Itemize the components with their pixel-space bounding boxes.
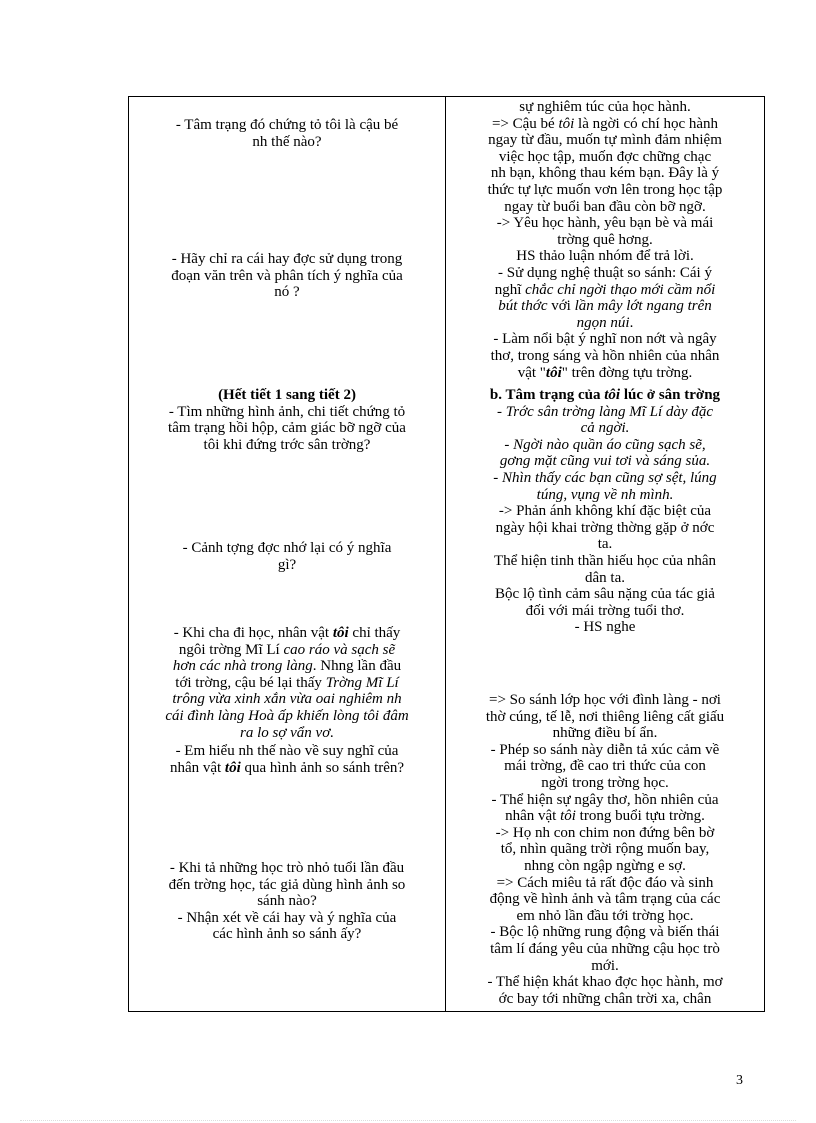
text-line: cả ngời. [580,420,630,437]
text-line: - Tìm những hình ảnh, chi tiết chứng tỏ [168,403,406,420]
text-line: => Cách miêu tả rất độc đáo và sinh [496,874,714,891]
answer-block-3 [446,692,764,1007]
text-line: tới trờng, cậu bé lại thấy Trờng Mĩ Lí [175,674,399,691]
question-block-2 [129,251,445,301]
text-line: trông vừa xinh xắn vừa oai nghiêm nh [172,691,402,708]
text-line: nhân vật tôi trong buổi tựu trờng. [505,808,705,825]
text-line: ngời trong trờng học. [541,774,669,791]
text-line: tâm trạng hồi hộp, cảm giác bỡ ngỡ của [168,420,406,437]
question-block-7 [129,860,445,943]
text-line: nh bạn, không thau kém bạn. Đây là ý [490,165,720,182]
text-line: Bộc lộ tình cảm sâu nặng của tác giả [495,586,715,603]
text-line: đoạn văn trên và phân tích ý nghĩa của [171,267,403,284]
footer-rule [20,1120,796,1121]
text-line: đến trờng học, tác giả dùng hình ảnh so [168,876,406,893]
text-line: - Thể hiện khát khao đợc học hành, mơ [487,974,723,991]
text-line: việc học tập, muốn đợc chững chạc [498,148,712,165]
text-line: Thể hiện tinh thần hiếu học của nhân [493,552,716,569]
text-line: -> Phản ánh không khí đặc biệt của [498,503,712,520]
text-line: - Em hiểu nh thế nào về suy nghĩ của [175,743,399,759]
text-line: HS thảo luận nhóm để trả lời. [516,248,694,265]
text-line: đối với mái trờng tuổi thơ. [525,602,685,619]
text-line: sánh nào? [257,893,317,910]
lesson-table [128,96,765,1012]
text-line: nh thế nào? [252,133,322,150]
text-line: động về hình ảnh và tâm trạng của các [489,891,721,908]
text-line: - HS nghe [574,619,636,636]
text-line: - Nhận xét về cái hay và ý nghĩa của [177,909,397,926]
text-line: - Làm nổi bật ý nghĩ non nớt và ngây [493,331,717,348]
text-line: bút thớc với lần mây lớt ngang trên [498,298,712,315]
text-line: cái đình làng Hoà ấp khiến lòng tôi đâm [165,707,409,724]
text-line: dân ta. [585,569,625,586]
text-line: trờng quê hơng. [557,231,653,248]
text-line: - Phép so sánh này diễn tả xúc cảm về [490,741,720,758]
text-line: mới. [591,957,619,974]
text-line: ra lo sợ vẩn vơ. [240,724,334,741]
text-line: nhng còn ngập ngừng e sợ. [524,857,686,874]
text-line: thờ cúng, tế lễ, nơi thiêng liêng cất giấu [485,708,725,725]
page-number: 3 [736,1073,743,1088]
text-line: sự nghiêm túc của học hành. [519,99,691,115]
text-line: thức tự lực muốn vơn lên trong học tập [487,181,723,198]
text-line: vật "tôi" trên đờng tựu trờng. [517,364,693,381]
text-line: ta. [597,536,613,553]
text-line: thơ, trong sáng và hồn nhiên của nhân [490,347,720,364]
text-line: các hình ảnh so sánh ấy? [212,926,362,943]
text-line: => Cậu bé tôi là ngời có chí học hành [491,115,719,132]
text-line: - Khi tả những học trò nhỏ tuổi lần đầu [169,860,405,876]
text-line: những điều bí ẩn. [552,725,658,742]
text-line: -> Họ nh con chim non đứng bên bờ [495,824,715,841]
text-line: ngay từ buổi ban đầu còn bỡ ngỡ. [504,198,706,215]
text-line: - Sử dụng nghệ thuật so sánh: Cái ý [498,264,712,281]
answer-block-2 [446,387,764,636]
section-heading: b. Tâm trạng của tôi lúc ở sân trờng [489,387,721,403]
text-line: gì? [277,556,297,573]
question-block-5 [129,625,445,741]
text-line: - Tâm trạng đó chứng tỏ tôi là cậu bé [175,117,399,133]
text-line: túng, vụng về nh mình. [536,486,674,503]
text-line: tôi khi đứng trớc sân trờng? [203,436,371,453]
text-line: nhân vật tôi qua hình ảnh so sánh trên? [169,759,405,776]
text-line: ngôi trờng Mĩ Lí cao ráo và sạch sẽ [178,641,396,658]
text-line: em nhỏ lần đầu tới trờng học. [516,907,694,924]
text-line: ngọn núi. [576,314,634,331]
answer-block-1 [446,99,764,381]
text-line: ngay từ đầu, muốn tự mình đảm nhiệm [488,132,722,149]
question-block-3 [129,387,445,453]
text-line: - Ngời nào quần áo cũng sạch sẽ, [504,436,706,453]
text-line: - Cảnh tợng đợc nhớ lại có ý nghĩa [182,540,392,556]
text-line: - Hãy chỉ ra cái hay đợc sử dụng trong [171,251,403,267]
text-line: nó ? [274,284,300,301]
text-line: -> Yêu học hành, yêu bạn bè và mái [496,215,714,232]
text-line: - Thể hiện sự ngây thơ, hồn nhiên của [491,791,719,808]
text-line: ngày hội khai trờng thờng gặp ở nớc [495,519,715,536]
text-line: mái trờng, đề cao tri thức của con [504,758,706,775]
text-line: nghĩ chắc chỉ ngời thạo mới cầm nổi [494,281,716,298]
text-line: - Trớc sân trờng làng Mĩ Lí dày đặc [496,403,713,420]
section-break-heading: (Hết tiết 1 sang tiết 2) [218,387,356,403]
text-line: tổ, nhìn quãng trời rộng muốn bay, [500,841,710,858]
text-line: - Nhìn thấy các bạn cũng sợ sệt, lúng [493,469,717,486]
text-line: tâm lí đáng yêu của những cậu học trò [490,940,720,957]
question-block-6 [129,743,445,776]
text-line: gơng mặt cũng vui tơi và sáng sủa. [499,453,711,470]
text-line: ớc bay tới những chân trời xa, chân [498,990,712,1007]
text-line: => So sánh lớp học với đình làng - nơi [489,692,721,708]
text-line: - Khi cha đi học, nhân vật tôi chỉ thấy [173,625,401,641]
text-line: - Bộc lộ những rung động và biến thái [490,924,720,941]
question-block-4 [129,540,445,573]
question-block-1 [129,117,445,150]
text-line: hơn các nhà trong làng. Nhng lần đầu [172,658,402,675]
